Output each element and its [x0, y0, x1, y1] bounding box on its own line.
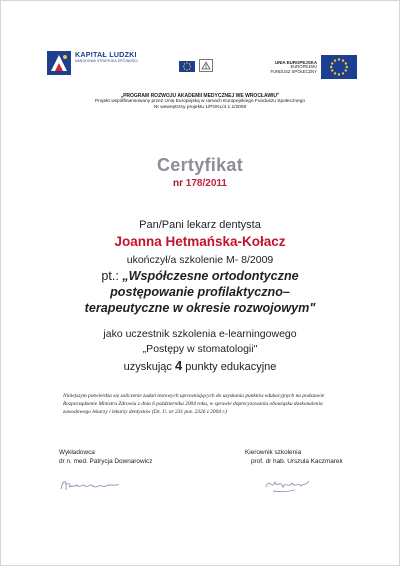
course-title	[1, 268, 399, 316]
participant-line: jako uczestnik szkolenia e-learningowego	[103, 328, 297, 340]
kapital-ludzki-emblem-icon	[47, 51, 71, 75]
program-name: „PROGRAM ROZWOJU AKADEMII MEDYCZNEJ WE WROCŁAWIU"	[120, 93, 280, 99]
points-prefix: uzyskując	[123, 361, 172, 373]
header-logos	[47, 45, 357, 79]
recipient-label: Pan/Pani lekarz dentysta	[139, 219, 261, 231]
certificate-number	[1, 178, 399, 189]
director-signature-scrawl	[263, 473, 313, 495]
certificate-number-prefix: nr	[173, 178, 184, 189]
eu-fund-line2: FUNDUSZ SPOŁECZNY	[270, 68, 317, 74]
course-completion-line: ukończył/a szkolenie M- 8/2009	[126, 254, 274, 266]
medical-academy-crest-icon	[199, 59, 213, 72]
lecturer-name: dr n. med. Patrycja Downarowicz	[59, 457, 153, 465]
lecturer-role: Wykładowca	[59, 449, 95, 456]
elearning-course-title: „Postępy w stomatologii"	[142, 343, 258, 355]
small-eu-flag-icon	[179, 61, 195, 72]
eu-name: UNIA EUROPEJSKA	[274, 59, 317, 65]
program-info	[1, 93, 399, 111]
eu-social-fund-logo	[270, 55, 357, 79]
signature-block-lecturer	[59, 449, 152, 467]
eu-flag-icon	[321, 55, 357, 79]
kapital-ludzki-logo	[47, 51, 138, 75]
eu-fund-line1: EUROPEJSKI	[290, 63, 317, 69]
points-value: 4	[174, 358, 183, 373]
program-project-number: Nr wewnętrzny projektu 1/POKL/4.1.1/2008	[153, 104, 247, 110]
director-name: prof. dr hab. Urszula Kaczmarek	[251, 457, 343, 465]
course-title-line1: „Współczesne ortodontyczne	[122, 269, 299, 283]
certificate-title: Certyfikat	[156, 155, 244, 175]
director-role: Kierownik szkolenia	[245, 449, 302, 456]
kapital-ludzki-title: KAPITAŁ LUDZKI	[75, 50, 137, 59]
recipient-name: Joanna Hetmańska-Kołacz	[114, 234, 286, 249]
points-suffix: punkty edukacyjne	[185, 361, 277, 373]
course-title-prefix: pt.:	[101, 269, 119, 283]
course-title-line3: terapeutyczne w okresie rozwojowym"	[84, 301, 316, 316]
education-points-line	[1, 358, 399, 373]
kapital-ludzki-subtitle: NARODOWA STRATEGIA SPÓJNOŚCI	[75, 59, 139, 64]
program-funding-note: Projekt współfinansowany przez Unię Europejską w ramach Europejskiego Funduszu Społecznego	[94, 99, 306, 104]
course-title-line2: postępowanie profilaktyczno–	[110, 285, 290, 300]
signature-block-director	[245, 449, 343, 467]
lecturer-signature-scrawl	[57, 473, 123, 497]
legal-note: Niniejszym potwierdza się zaliczenie zadań testowych uprawniających do uzyskania punktów edukacyjnych na podstawie Rozporządzenie Ministra Zdrowia z dnia 6 października 2004 roku, w sprawie doprecyzowania obowiązku doskonalenia zawodowego lekarzy i lekarzy dentystów (Dz. U. nr 231 poz. 2326 z 2004 r.)	[63, 393, 325, 415]
certificate-number-value: 178/2011	[185, 178, 227, 189]
